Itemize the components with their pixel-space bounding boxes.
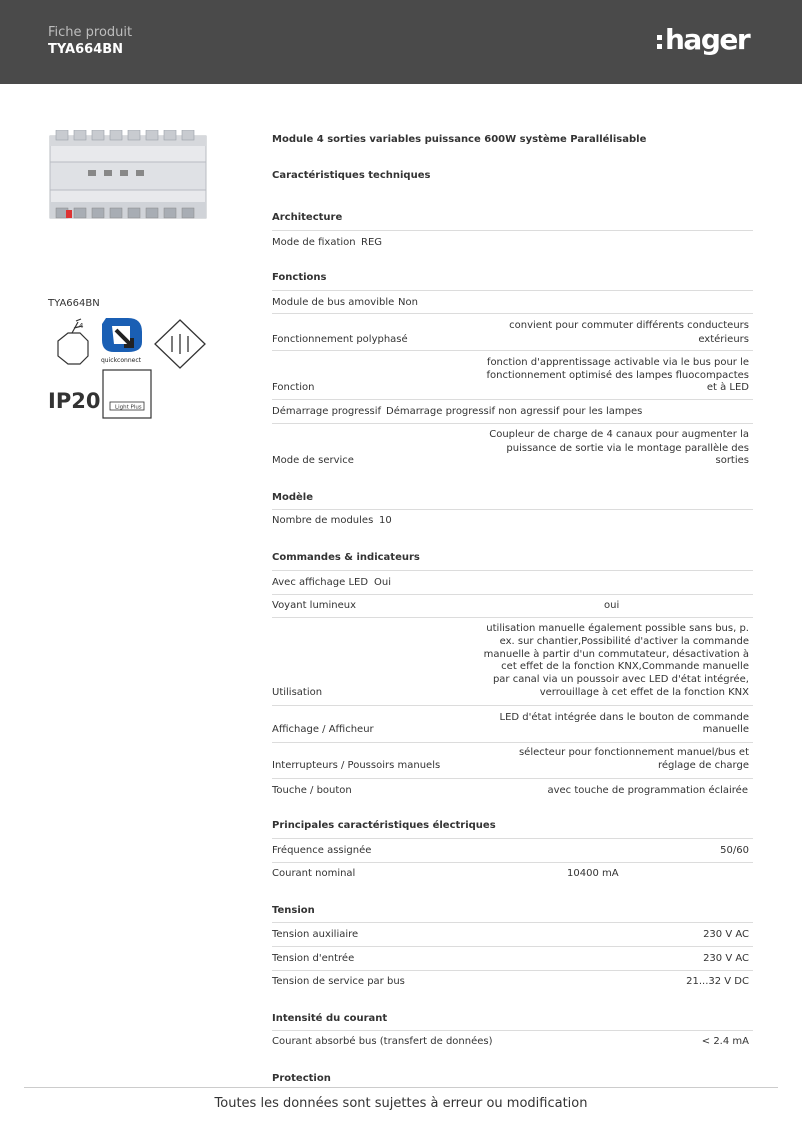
spec-label: Utilisation xyxy=(272,687,323,698)
spec-row xyxy=(272,594,753,617)
logo-dots-icon xyxy=(657,35,662,49)
product-title: Module 4 sorties variables puissance 600W système Parallélisable xyxy=(272,134,647,145)
spec-label: Affichage / Afficheur xyxy=(272,724,374,735)
spec-value: puissance de sortie via le montage parallèle des xyxy=(506,443,749,454)
spec-row xyxy=(272,742,753,779)
spec-value: réglage de charge xyxy=(657,760,749,771)
spec-value: 230 V AC xyxy=(703,929,749,940)
spec-row xyxy=(272,862,753,886)
spec-value: 230 V AC xyxy=(703,953,749,964)
mounting-icon xyxy=(58,319,88,364)
spec-value: sélecteur pour fonctionnement manuel/bus et xyxy=(518,747,749,758)
spec-row xyxy=(272,313,753,350)
spec-value: LED d'état intégrée dans le bouton de commande xyxy=(499,712,749,723)
svg-text:IP20: IP20 xyxy=(48,389,101,413)
svg-text:quickconnect: quickconnect xyxy=(101,357,141,364)
spec-value: convient pour commuter différents conducteurs xyxy=(509,320,749,331)
spec-value: cet effet de la fonction KNX,Commande manuelle xyxy=(501,661,749,672)
spec-row xyxy=(272,838,753,862)
tech-heading: Caractéristiques techniques xyxy=(272,170,431,181)
product-code: TYA664BN xyxy=(48,42,124,57)
spec-value: 50/60 xyxy=(720,845,749,856)
spec-label: Interrupteurs / Poussoirs manuels xyxy=(272,760,441,771)
spec-value: 10400 mA xyxy=(567,868,619,879)
hager-logo xyxy=(657,23,749,57)
section-heading: Commandes & indicateurs xyxy=(272,552,420,563)
spec-value: fonction d'apprentissage activable via le bus pour le xyxy=(486,357,749,368)
spec-value: par canal via un poussoir avec LED d'état intégrée, xyxy=(492,674,749,685)
spec-label: Tension d'entrée xyxy=(272,953,355,964)
spec-value: avec touche de programmation éclairée xyxy=(547,785,748,796)
spec-label: Module de bus amovible xyxy=(272,297,395,308)
spec-value: oui xyxy=(604,600,620,611)
spec-row xyxy=(272,290,753,314)
spec-value: manuelle xyxy=(702,724,749,735)
spec-label: Tension auxiliaire xyxy=(272,929,359,940)
product-reference: TYA664BN xyxy=(48,298,100,309)
spec-label: Démarrage progressif xyxy=(272,406,382,417)
spec-row xyxy=(272,617,753,704)
spec-value: utilisation manuelle également possible sans bus, p. xyxy=(486,623,749,634)
spec-label: Courant nominal xyxy=(272,868,356,879)
spec-label: Avec affichage LED xyxy=(272,577,369,588)
quickconnect-icon xyxy=(101,318,142,364)
section-heading: Intensité du courant xyxy=(272,1013,388,1024)
spec-row xyxy=(272,509,753,533)
product-image xyxy=(48,130,208,222)
spec-label: Tension de service par bus xyxy=(272,976,405,987)
spec-row xyxy=(272,399,753,423)
section-heading: Principales caractéristiques électriques xyxy=(272,820,496,831)
spec-value: 10 xyxy=(379,515,392,526)
spec-row xyxy=(272,570,753,594)
spec-value: Oui xyxy=(374,577,391,588)
section-heading: Tension xyxy=(272,905,315,916)
spec-label: Nombre de modules xyxy=(272,515,374,526)
ip20-icon xyxy=(48,389,100,413)
page-header xyxy=(0,0,802,84)
document-type: Fiche produit xyxy=(48,25,133,40)
section-heading: Protection xyxy=(272,1073,331,1084)
svg-text:4: 4 xyxy=(79,322,84,330)
spec-value: 21...32 V DC xyxy=(686,976,749,987)
spec-label: Fréquence assignée xyxy=(272,845,372,856)
spec-row xyxy=(272,423,753,472)
spec-value: < 2.4 mA xyxy=(701,1036,749,1047)
footer-divider xyxy=(24,1087,778,1088)
spec-value: Non xyxy=(398,297,418,308)
footer-disclaimer: Toutes les données sont sujettes à erreur ou modification xyxy=(214,1096,588,1111)
spec-value: verrouillage à cet effet de la fonction KNX xyxy=(539,687,749,698)
spec-label: Mode de service xyxy=(272,455,354,466)
spec-row xyxy=(272,946,753,970)
spec-value: Coupleur de charge de 4 canaux pour augmenter la xyxy=(489,429,749,440)
logo-word: hager xyxy=(665,23,750,56)
spec-label: Touche / bouton xyxy=(272,785,352,796)
spec-row xyxy=(272,350,753,399)
spec-value: Démarrage progressif non agressif pour les lampes xyxy=(386,406,643,417)
spec-row xyxy=(272,1030,753,1054)
spec-label: Mode de fixation xyxy=(272,237,356,248)
spec-value: manuelle à partir d'un commutateur, désactivation à xyxy=(483,649,749,660)
spec-value: et à LED xyxy=(706,382,749,393)
light-plus-icon xyxy=(103,370,151,418)
svg-text:Light Plus: Light Plus xyxy=(115,404,142,411)
spec-row xyxy=(272,922,753,946)
spec-label: Fonctionnement polyphasé xyxy=(272,334,408,345)
spec-row xyxy=(272,778,753,802)
spec-value: extérieurs xyxy=(698,334,749,345)
spec-label: Voyant lumineux xyxy=(272,600,357,611)
spec-label: Fonction xyxy=(272,382,315,393)
spec-value: sorties xyxy=(715,455,749,466)
spec-row xyxy=(272,970,753,994)
spec-value: ex. sur chantier,Possibilité d'activer la commande xyxy=(499,636,749,647)
spec-row xyxy=(272,230,753,254)
spec-label: Courant absorbé bus (transfert de données) xyxy=(272,1036,493,1047)
certification-icons xyxy=(48,316,218,426)
double-insulation-icon xyxy=(155,320,205,368)
spec-row xyxy=(272,705,753,742)
section-heading: Fonctions xyxy=(272,272,327,283)
spec-value: REG xyxy=(361,237,383,248)
section-heading: Modèle xyxy=(272,492,313,503)
spec-value: fonctionnement optimisé des lampes fluocompactes xyxy=(486,370,749,381)
section-heading: Architecture xyxy=(272,212,343,223)
